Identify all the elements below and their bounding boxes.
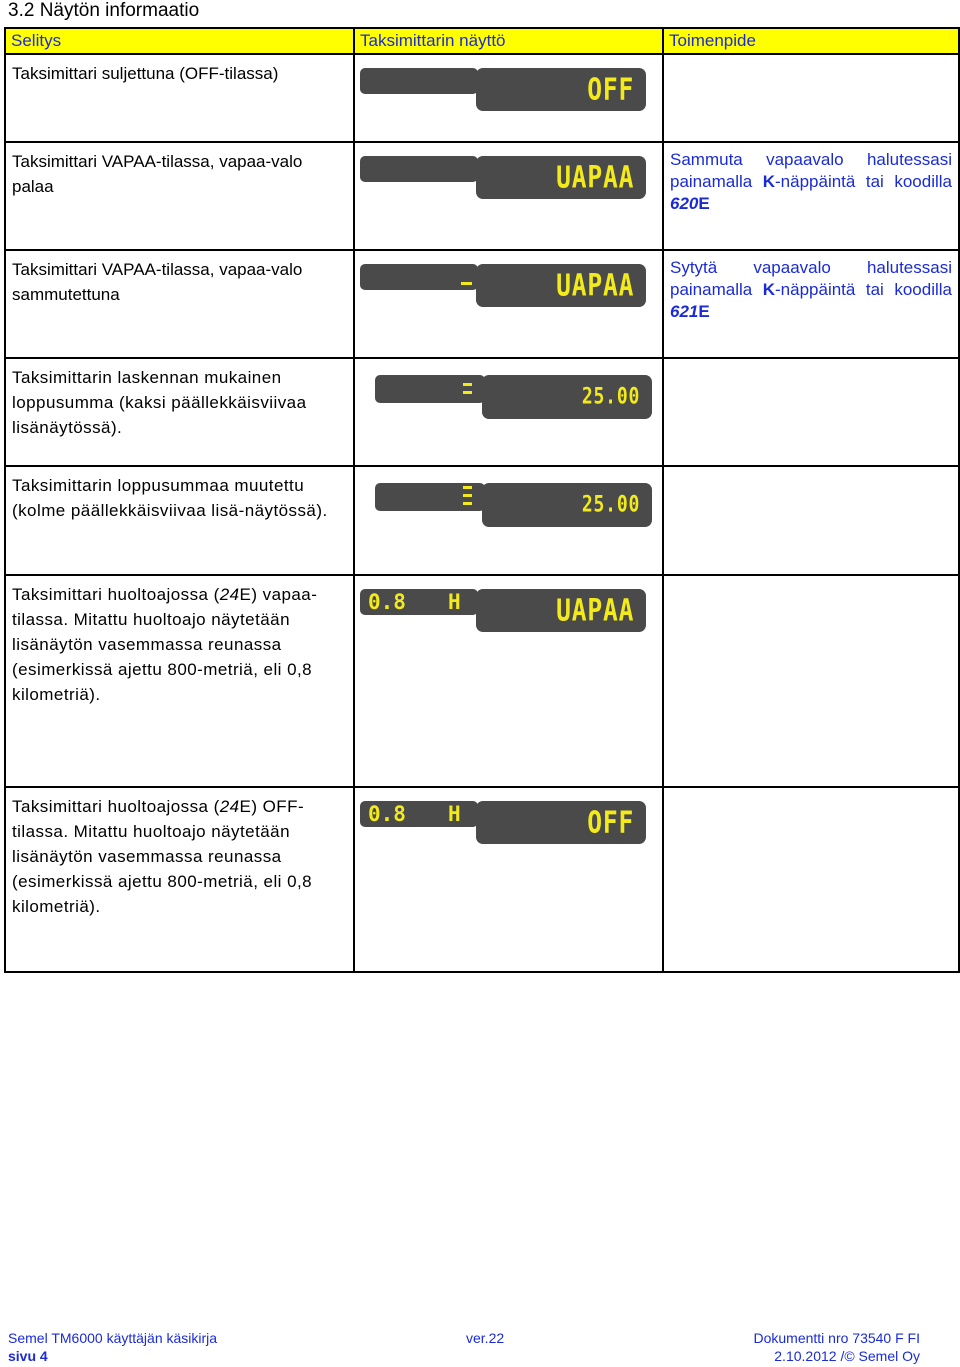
table-row [5, 250, 959, 358]
main-display-panel [476, 801, 646, 844]
footer-manual-title: Semel TM6000 käyttäjän käsikirja [8, 1330, 218, 1346]
service-distance-text: 0.8 [368, 590, 406, 614]
aux-display-strip [360, 589, 478, 615]
aux-display-strip [360, 264, 478, 290]
taximeter-display-cell [354, 358, 663, 466]
table-header-row [5, 28, 959, 54]
desc-text: Taksimittari huoltoajossa ( [12, 585, 220, 604]
main-display-text: 25.00 [581, 492, 640, 518]
desc-code: 24 [219, 797, 240, 816]
service-distance-text: 0.8 [368, 802, 406, 826]
column-header-naytto: Taksimittarin näyttö [354, 28, 663, 54]
row-description: Taksimittarin laskennan mukainen loppusumma (kaksi päällekkäisviivaa lisänäytössä). [5, 358, 354, 466]
action-key: K [762, 172, 776, 191]
main-display-panel [476, 68, 646, 111]
main-display-panel [476, 156, 646, 199]
table-row [5, 142, 959, 250]
action-text: -näppäintä tai koodilla [775, 280, 952, 299]
row-description: Taksimittarin loppusummaa muutettu (kolme päällekkäisviivaa lisä-näytössä). [5, 466, 354, 575]
desc-text: E) vapaa-tilassa. Mitattu huoltoajo näytetään lisänäytön vasemmassa reunassa (esimerkissä ajettu 800-metriä, eli 0,8 kilometriä). [12, 585, 318, 704]
row-action [663, 358, 959, 466]
column-header-selitys: Selitys [5, 28, 354, 54]
aux-display-strip [375, 483, 485, 511]
action-code: 620 [670, 194, 699, 213]
row-action [663, 142, 959, 250]
action-text: -näppäintä tai koodilla [775, 172, 952, 191]
row-action [663, 575, 959, 787]
row-description: Taksimittari suljettuna (OFF-tilassa) [5, 54, 354, 142]
table-row [5, 787, 959, 972]
row-description: Taksimittari VAPAA-tilassa, vapaa-valo sammutettuna [5, 250, 354, 358]
desc-text: E) OFF-tilassa. Mitattu huoltoajo näytetään lisänäytön vasemmassa reunassa (esimerkissä ajettu 800-metriä, eli 0,8 kilometriä). [12, 797, 313, 916]
main-display-panel [482, 375, 652, 419]
action-key: K [762, 280, 776, 299]
aux-display-strip [360, 68, 478, 94]
taximeter-display-cell [354, 575, 663, 787]
taximeter-display-cell [354, 54, 663, 142]
row-action [663, 466, 959, 575]
table-row [5, 466, 959, 575]
taximeter-display-cell [354, 466, 663, 575]
row-action [663, 250, 959, 358]
aux-display-strip [360, 156, 478, 182]
row-description: Taksimittari VAPAA-tilassa, vapaa-valo palaa [5, 142, 354, 250]
taximeter-display-cell [354, 250, 663, 358]
action-code: 621 [670, 302, 699, 321]
aux-display-strip [375, 375, 485, 403]
service-mode-flag: H [448, 802, 461, 826]
main-display-text: UAPAA [555, 160, 634, 195]
table-row [5, 54, 959, 142]
section-heading: 3.2 Näytön informaatio [8, 0, 200, 21]
main-display-panel [476, 264, 646, 307]
desc-text: Taksimittari huoltoajossa ( [12, 797, 220, 816]
main-display-text: OFF [587, 805, 634, 840]
taximeter-display-cell [354, 787, 663, 972]
dash-indicator [461, 282, 472, 285]
footer-page-number: sivu 4 [8, 1348, 48, 1364]
footer-date-copyright: 2.10.2012 /© Semel Oy [774, 1348, 920, 1364]
action-code-suffix: E [698, 194, 710, 213]
double-bar-indicator [463, 383, 472, 399]
row-action [663, 54, 959, 142]
main-display-panel [476, 589, 646, 632]
row-action [663, 787, 959, 972]
row-description [5, 575, 354, 787]
taximeter-display-cell [354, 142, 663, 250]
table-row [5, 575, 959, 787]
display-info-table [4, 27, 960, 973]
action-code-suffix: E [698, 302, 710, 321]
service-mode-flag: H [448, 590, 461, 614]
action-text: Sammuta vapaavalo halutessasi painamalla [670, 150, 952, 191]
row-description [5, 787, 354, 972]
table-row [5, 358, 959, 466]
footer-version: ver.22 [466, 1330, 505, 1346]
main-display-text: UAPAA [555, 593, 634, 628]
main-display-text: 25.00 [581, 384, 640, 410]
footer-document-number: Dokumentti nro 73540 F FI [753, 1330, 920, 1346]
main-display-panel [482, 483, 652, 527]
main-display-text: UAPAA [555, 268, 634, 303]
main-display-text: OFF [587, 72, 634, 107]
aux-display-strip [360, 801, 478, 827]
action-text: Sytytä vapaavalo halutessasi painamalla [670, 258, 952, 299]
column-header-toimenpide: Toimenpide [663, 28, 959, 54]
triple-bar-indicator [463, 486, 472, 510]
desc-code: 24 [219, 585, 240, 604]
